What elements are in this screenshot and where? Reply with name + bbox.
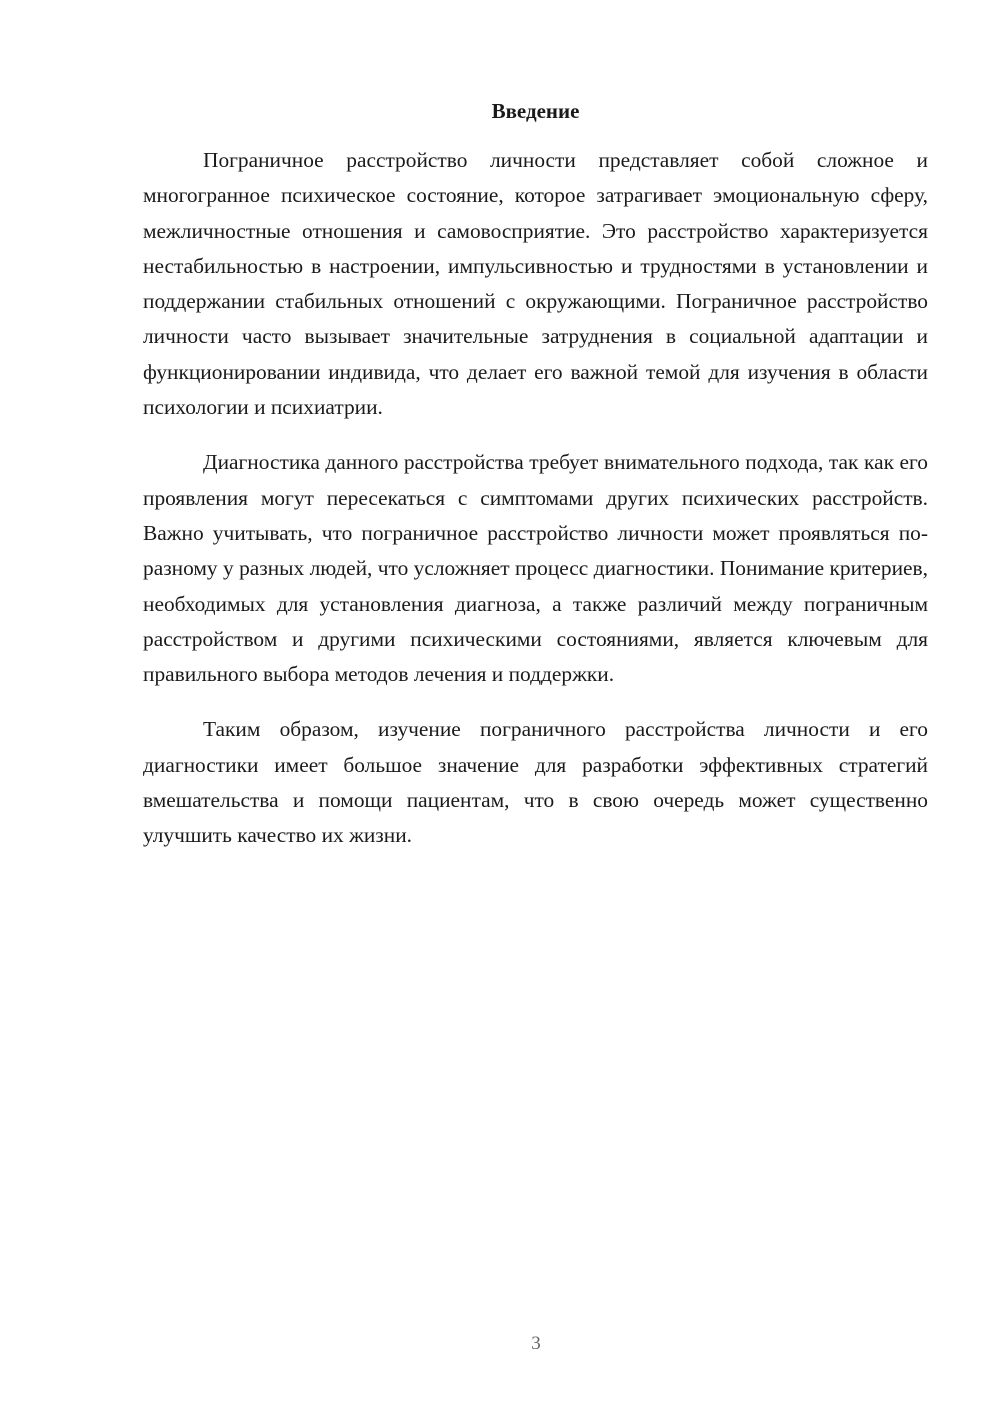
page-content [143,94,928,874]
paragraph-3: Таким образом, изучение пограничного расстройства личности и его диагностики имеет большое значение для разработки эффективных стратегий вмешательства и помощи пациентам, что в свою очередь может существенно улучшить качество их жизни. [143,717,928,848]
page-number: 3 [531,1333,541,1354]
section-heading: Введение [491,99,580,123]
paragraph-1: Пограничное расстройство личности представляет собой сложное и многогранное психическое состояние, которое затрагивает эмоциональную сферу, межличностные отношения и самовосприятие. Это расстройство характеризуется нестабильностью в настроении, импульсивностью и трудностями в установлении и поддержании стабильных отношений с окружающими. Пограничное расстройство личности часто вызывает значительные затруднения в социальной адаптации и функционировании индивида, что делает его важной темой для изучения в области психологии и психиатрии. [143,148,928,420]
paragraph-2: Диагностика данного расстройства требует внимательного подхода, так как его проявления могут пересекаться с симптомами других психических расстройств. Важно учитывать, что пограничное расстройство личности может проявляться по-разному у разных людей, что усложняет процесс диагностики. Понимание критериев, необходимых для установления диагноза, а также различий между пограничным расстройством и другими психическими состояниями, является ключевым для правильного выбора методов лечения и поддержки. [143,450,928,687]
